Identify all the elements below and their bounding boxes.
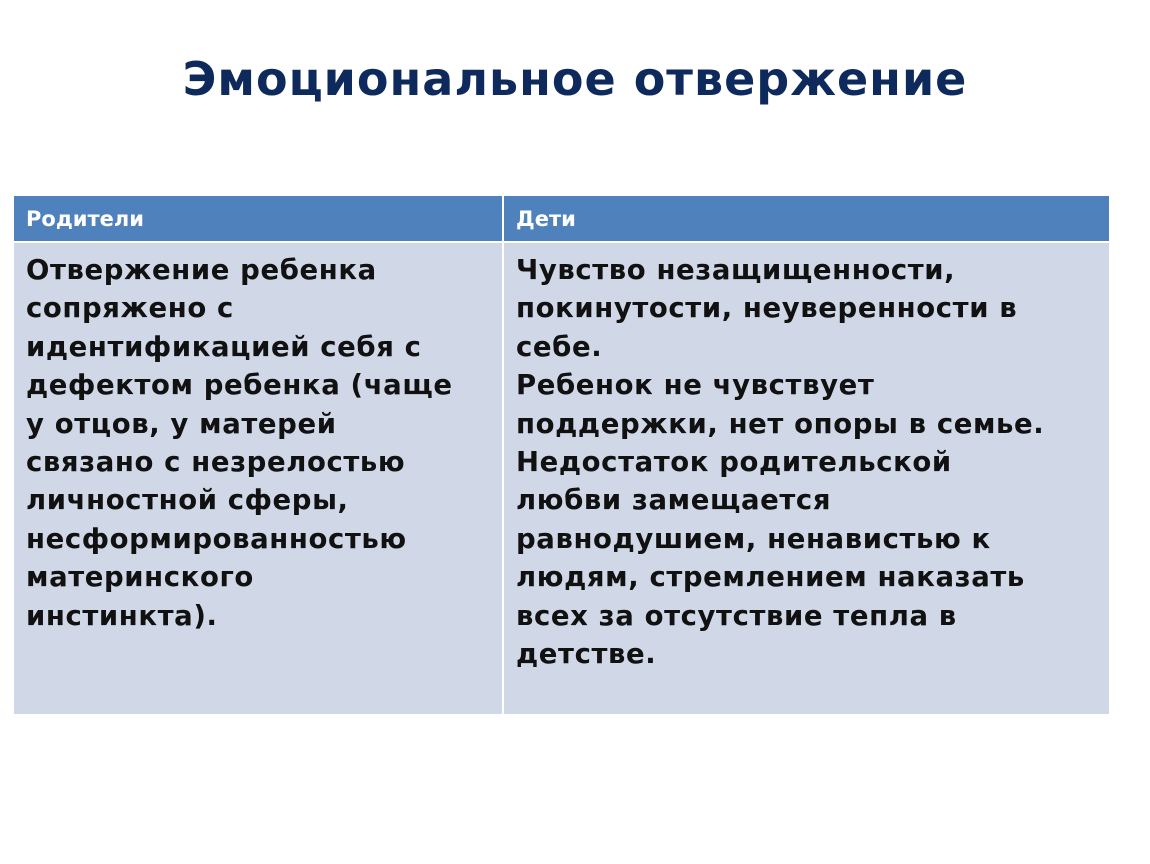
children-line: Недостаток родительской [516,446,952,479]
cell-parents [14,243,502,714]
parents-line: несформированностью [26,522,407,555]
children-line: покинутости, неуверенности в [516,292,1018,325]
children-line: людям, стремлением наказать [516,561,1025,594]
column-header-parents: Родители [14,196,502,241]
children-line: себе. [516,330,603,363]
column-header-children: Дети [504,196,1109,241]
parents-line: идентификацией себя с [26,330,422,363]
children-line: Чувство незащищенности, [516,254,956,286]
cell-children [504,243,1109,714]
parents-line: личностной сферы, [26,484,349,517]
parents-line: сопряжено с [26,292,234,325]
parents-line: Отвержение ребенка [26,254,377,286]
comparison-table [14,196,1109,714]
parents-line: инстинкта). [26,599,218,632]
slide-title: Эмоциональное отвержение [182,52,968,106]
children-text [516,251,1099,673]
children-line: всех за отсутствие тепла в [516,599,957,632]
children-line: Ребенок не чувствует [516,369,875,402]
children-line: любви замещается [516,484,832,517]
children-line: поддержки, нет опоры в семье. [516,407,1045,440]
parents-line: материнского [26,561,254,594]
parents-text [26,251,492,635]
parents-line: связано с незрелостью [26,446,406,479]
children-line: равнодушием, ненавистью к [516,522,991,555]
parents-line: дефектом ребенка (чаще [26,369,453,402]
children-line: детстве. [516,638,657,671]
parents-line: у отцов, у матерей [26,407,337,440]
